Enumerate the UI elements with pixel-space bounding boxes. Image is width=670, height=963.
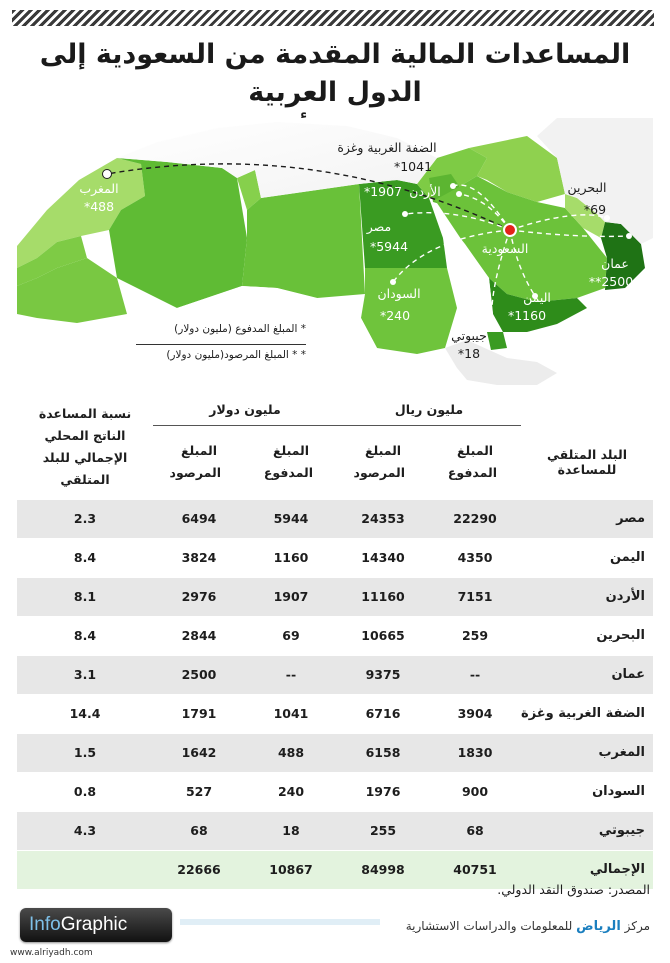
table-row [17, 694, 653, 733]
cell-usd-paid: 488 [245, 733, 337, 772]
cell-gdp: 8.4 [17, 538, 153, 577]
map-value-sudan: 240* [379, 308, 411, 323]
header-riyal-allocated: المبلغ المرصود [353, 443, 406, 480]
table-row [17, 499, 653, 538]
center-suffix: للمعلومات والدراسات الاستشارية [405, 919, 573, 933]
map-value-djibouti: 18* [457, 346, 481, 361]
cell-riyal-alloc: 11160 [337, 577, 429, 616]
marker [456, 191, 462, 197]
cell-riyal-paid: 22290 [429, 499, 521, 538]
footer [0, 903, 670, 963]
cell-usd-alloc: 3824 [153, 538, 245, 577]
marker [626, 233, 632, 239]
header-usd-allocated: المبلغ المرصود [169, 443, 221, 480]
map-value-west-bank: 1041* [393, 159, 433, 174]
cell-riyal-alloc: 255 [337, 811, 429, 850]
cell-usd-alloc: 2500 [153, 655, 245, 694]
header-country: البلد المتلقي للمساعدة [547, 446, 627, 477]
map-value-yemen: 1160* [507, 308, 547, 323]
badge-graphic: Graphic [60, 914, 128, 935]
cell-gdp: 1.5 [17, 733, 153, 772]
map-label-yemen: اليمن [523, 290, 551, 305]
cell-gdp: 14.4 [17, 694, 153, 733]
cell-usd-paid: 1160 [245, 538, 337, 577]
center-prefix: مركز [624, 919, 650, 933]
saudi-marker [504, 224, 516, 236]
marker [402, 211, 408, 217]
cell-gdp: 8.4 [17, 616, 153, 655]
cell-riyal-paid: -- [429, 655, 521, 694]
title-line-1: المساعدات المالية المقدمة من السعودية إلى الدول العربية [39, 39, 631, 108]
cell-usd-paid: 69 [245, 616, 337, 655]
header-gdp-ratio: نسبة المساعدة الناتج المحلي الإجمالي للبلد المتلقي [38, 405, 132, 487]
table-row [17, 655, 653, 694]
cell-riyal-alloc: 1976 [337, 772, 429, 811]
cell-gdp: 2.3 [17, 499, 153, 538]
cell-country: عمان [521, 655, 653, 694]
libya-region [242, 184, 365, 298]
header-riyal-paid: المبلغ المدفوع [447, 443, 498, 480]
cell-usd-paid: 5944 [245, 499, 337, 538]
table-row [17, 811, 653, 850]
cell-country: مصر [521, 499, 653, 538]
cell-usd-alloc: 527 [153, 772, 245, 811]
cell-usd-alloc: 1642 [153, 733, 245, 772]
cell-riyal-paid: 1830 [429, 733, 521, 772]
cell-country: جيبوتي [521, 811, 653, 850]
cell-riyal-paid: 3904 [429, 694, 521, 733]
cell-gdp: 3.1 [17, 655, 153, 694]
middle-east-north-africa-map [17, 118, 653, 385]
footer-divider [180, 919, 380, 925]
cell-usd-paid: 1907 [245, 577, 337, 616]
cell-usd-alloc: 22666 [153, 850, 245, 889]
website-url: www.alriyadh.com [10, 948, 93, 958]
cell-riyal-paid: 68 [429, 811, 521, 850]
cell-riyal-alloc: 10665 [337, 616, 429, 655]
cell-usd-paid: -- [245, 655, 337, 694]
map-label-jordan: الأردن [409, 184, 441, 199]
cell-usd-paid: 18 [245, 811, 337, 850]
table-body [17, 499, 653, 889]
source-note: المصدر: صندوق النقد الدولي. [497, 882, 650, 897]
center-name [406, 919, 650, 934]
cell-country: الإجمالي [521, 850, 653, 889]
cell-gdp: 0.8 [17, 772, 153, 811]
cell-country: اليمن [521, 538, 653, 577]
header-riyal-group: مليون ريال [337, 395, 521, 425]
map-label-egypt: مصر [366, 219, 392, 234]
cell-usd-alloc: 68 [153, 811, 245, 850]
cell-usd-paid: 10867 [245, 850, 337, 889]
cell-country: الأردن [521, 577, 653, 616]
aid-table [17, 395, 653, 889]
cell-usd-paid: 240 [245, 772, 337, 811]
map-value-oman: 2500** [588, 274, 634, 289]
infographic-badge [20, 908, 172, 942]
badge-info: Info [29, 914, 61, 935]
table-row [17, 733, 653, 772]
marker [390, 279, 396, 285]
morocco-marker [103, 170, 112, 179]
center-brand: الرياض [576, 919, 621, 934]
header-dollar-group: مليون دولار [153, 395, 337, 425]
map-note-allocated: * * المبلغ المرصود(مليون دولار) [166, 349, 306, 361]
cell-riyal-alloc: 6158 [337, 733, 429, 772]
note-divider [136, 344, 306, 345]
cell-riyal-alloc: 84998 [337, 850, 429, 889]
cell-riyal-alloc: 6716 [337, 694, 429, 733]
cell-riyal-paid: 40751 [429, 850, 521, 889]
decorative-stripe-bar [12, 10, 654, 26]
header-usd-paid: المبلغ المدفوع [263, 443, 313, 480]
table-row [17, 538, 653, 577]
cell-riyal-alloc: 9375 [337, 655, 429, 694]
cell-riyal-paid: 4350 [429, 538, 521, 577]
cell-usd-alloc: 2976 [153, 577, 245, 616]
map-note-paid: * المبلغ المدفوع (مليون دولار) [174, 323, 306, 335]
table-row [17, 577, 653, 616]
cell-riyal-paid: 7151 [429, 577, 521, 616]
map-label-bahrain: البحرين [567, 180, 607, 195]
cell-riyal-alloc: 24353 [337, 499, 429, 538]
marker [490, 325, 496, 331]
map-label-sudan: السودان [377, 286, 421, 301]
table-row [17, 772, 653, 811]
map-label-djibouti: جيبوتي [451, 328, 487, 343]
marker [450, 183, 456, 189]
map-value-bahrain: 69* [583, 202, 607, 217]
map-label-morocco: المغرب [79, 181, 119, 196]
cell-country: المغرب [521, 733, 653, 772]
map-label-west-bank: الضفة الغربية وغزة [337, 140, 437, 155]
cell-gdp [17, 850, 153, 889]
cell-country: البحرين [521, 616, 653, 655]
cell-usd-alloc: 6494 [153, 499, 245, 538]
cell-gdp: 8.1 [17, 577, 153, 616]
cell-usd-paid: 1041 [245, 694, 337, 733]
cell-usd-alloc: 1791 [153, 694, 245, 733]
map-label-saudi: السعودية [481, 241, 529, 256]
cell-usd-alloc: 2844 [153, 616, 245, 655]
cell-riyal-paid: 259 [429, 616, 521, 655]
map-value-egypt: 5944* [369, 239, 409, 254]
map-value-morocco: 488* [83, 199, 115, 214]
map-label-oman: عمان [601, 256, 629, 271]
map-value-jordan: 1907* [363, 184, 403, 199]
cell-country: السودان [521, 772, 653, 811]
cell-riyal-alloc: 14340 [337, 538, 429, 577]
cell-country: الضفة الغربية وغزة [521, 694, 653, 733]
cell-gdp: 4.3 [17, 811, 153, 850]
table-row [17, 616, 653, 655]
cell-riyal-paid: 900 [429, 772, 521, 811]
